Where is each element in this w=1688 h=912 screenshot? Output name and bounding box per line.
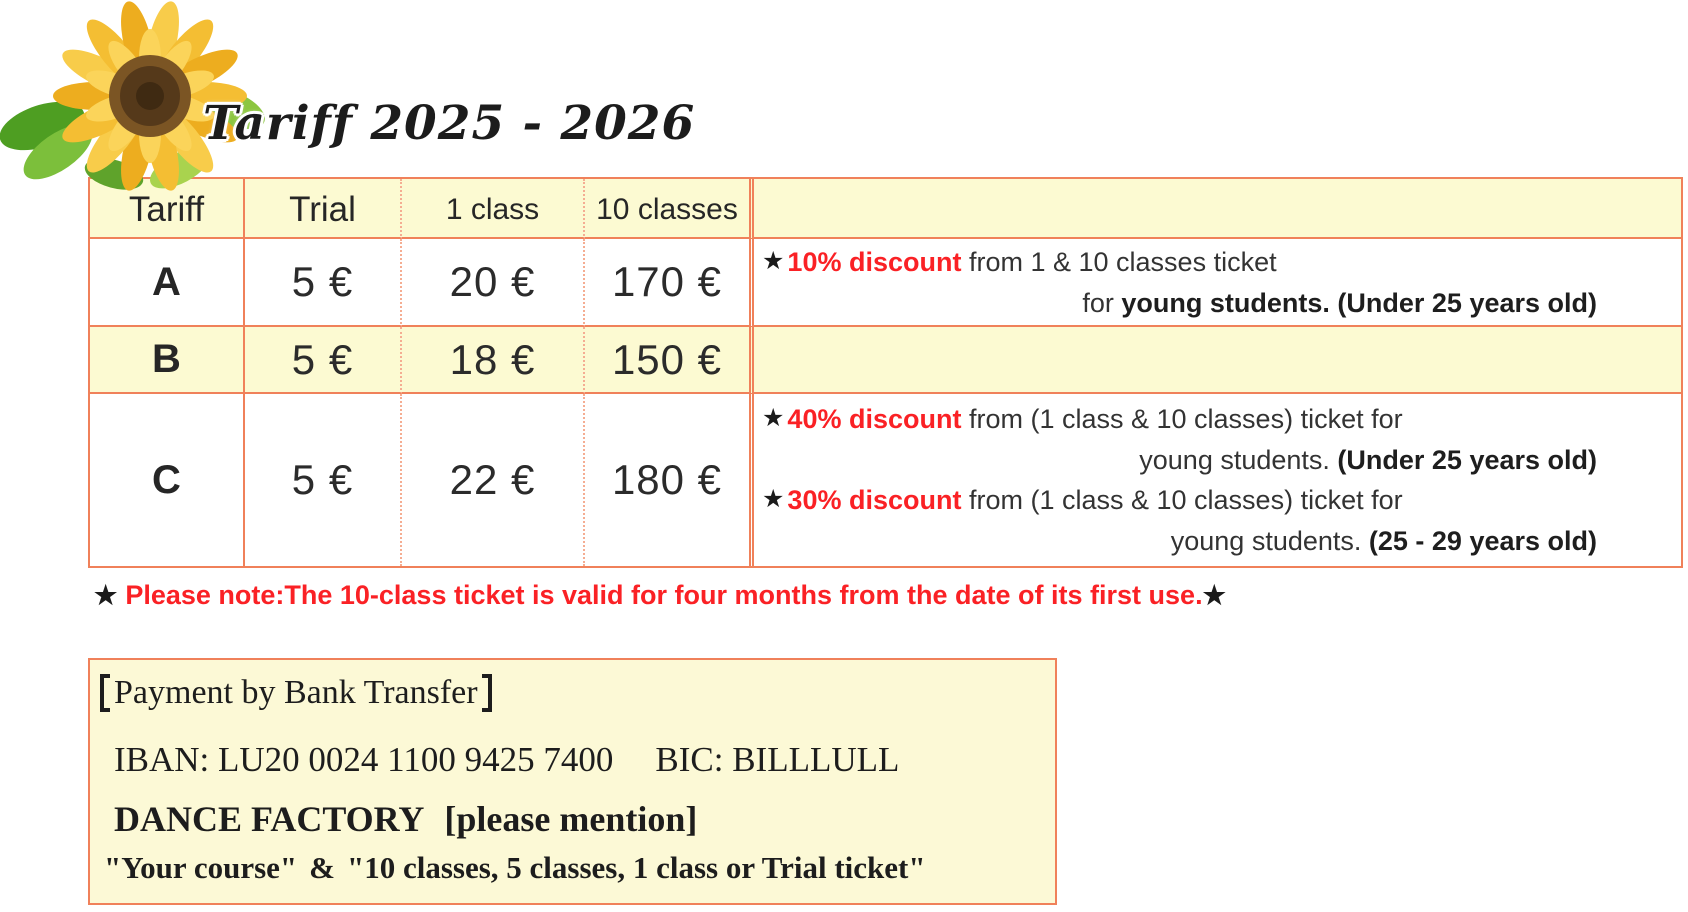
note-a-line2-bold: young students. (Under 25 years old) — [1121, 287, 1597, 318]
note-c2-line2-bold: (25 - 29 years old) — [1368, 526, 1597, 556]
please-mention: [please mention] — [444, 799, 698, 839]
tariff-c-1class-price: 22 € — [402, 394, 585, 566]
tariff-b-note-empty — [754, 327, 1681, 394]
tariff-c-10classes-price: 180 € — [585, 394, 754, 566]
header-1-class: 1 class — [402, 179, 585, 239]
note-c1-rest: from (1 class & 10 classes) ticket for — [961, 404, 1403, 434]
note-c1-line1 — [762, 399, 1597, 440]
star-icon: ★ — [1202, 580, 1226, 610]
header-tariff: Tariff — [90, 179, 245, 239]
header-10-classes: 10 classes — [585, 179, 754, 239]
tariff-b-1class-price: 18 € — [402, 327, 585, 394]
header-trial: Trial — [245, 179, 402, 239]
note-a-line2-pre: for — [1082, 287, 1122, 318]
bic-value: BIC: BILLLULL — [655, 740, 900, 779]
payment-org-line — [114, 798, 697, 840]
tariff-a-trial-price: 5 € — [245, 239, 402, 327]
tariff-a-note — [754, 239, 1681, 327]
page-title: Tariff 2025 - 2026 — [203, 96, 696, 151]
payment-iban-line — [114, 740, 899, 780]
note-c1-line2-pre: young students. — [1139, 445, 1338, 475]
tariff-a-label: A — [90, 239, 245, 327]
note-c2-rest: from (1 class & 10 classes) ticket for — [961, 485, 1403, 515]
note-c2-line1 — [762, 480, 1597, 521]
tariff-a-1class-price: 20 € — [402, 239, 585, 327]
course-left: "Your course" — [104, 850, 298, 885]
note-a-rest: from 1 & 10 classes ticket — [961, 246, 1277, 277]
note-c2-line2-pre: young students. — [1170, 526, 1369, 556]
note-a-line2 — [762, 283, 1597, 323]
iban-value: IBAN: LU20 0024 1100 9425 7400 — [114, 740, 614, 779]
ampersand: & — [309, 850, 335, 885]
note-c1-discount: 40% discount — [787, 404, 962, 434]
payment-course-line — [104, 850, 926, 886]
note-c2-discount: 30% discount — [787, 485, 962, 515]
tariff-b-label: B — [90, 327, 245, 394]
lenticular-bracket-right — [482, 674, 492, 712]
star-icon: ★ — [762, 246, 785, 275]
tariff-c-trial-price: 5 € — [245, 394, 402, 566]
tariff-table — [88, 177, 1683, 568]
note-a-line1 — [762, 242, 1597, 283]
star-icon: ★ — [94, 580, 118, 610]
validity-note — [94, 580, 1226, 611]
payment-box — [88, 658, 1057, 905]
lenticular-bracket-left — [100, 674, 110, 712]
sunflower-center — [109, 55, 191, 137]
org-name: DANCE FACTORY — [114, 799, 425, 839]
tariff-b-10classes-price: 150 € — [585, 327, 754, 394]
course-right: "10 classes, 5 classes, 1 class or Trial ticket" — [346, 850, 926, 885]
tariff-a-10classes-price: 170 € — [585, 239, 754, 327]
tariff-c-label: C — [90, 394, 245, 566]
tariff-b-trial-price: 5 € — [245, 327, 402, 394]
payment-title-text: Payment by Bank Transfer — [114, 674, 478, 711]
note-c1-line2-bold: (Under 25 years old) — [1337, 445, 1597, 475]
validity-note-text: Please note:The 10-class ticket is valid for four months from the date of its first use. — [125, 580, 1203, 610]
header-notes-cell — [754, 179, 1681, 239]
star-icon: ★ — [762, 404, 785, 432]
note-a-discount: 10% discount — [787, 246, 962, 277]
payment-title — [100, 674, 492, 712]
note-c2-line2 — [762, 521, 1597, 561]
tariff-c-note — [754, 394, 1681, 566]
star-icon: ★ — [762, 485, 785, 513]
note-c1-line2 — [762, 440, 1597, 480]
